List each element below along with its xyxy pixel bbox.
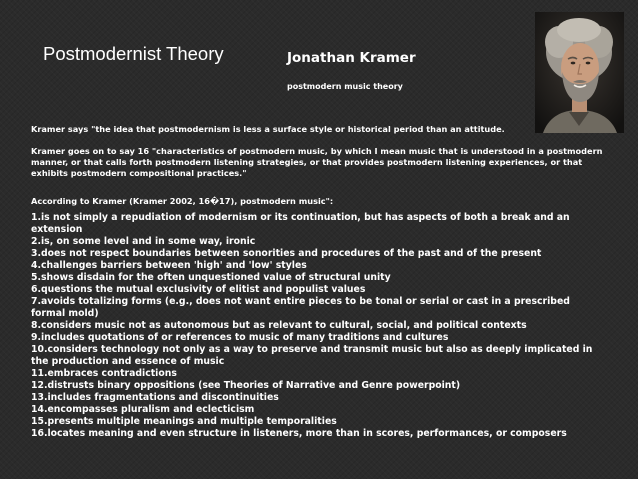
list-item: 13.includes fragmentations and discontinuities xyxy=(31,392,279,403)
characteristics-paragraph: Kramer goes on to say 16 "characteristics of postmodern music, by which I mean music that is understood in a postmodern manner, or that calls forth postmodern listening strategies, or that provides postmodern listening experiences, or that exhibits postmodern compositional practices." xyxy=(31,146,603,178)
characteristics-list xyxy=(31,212,606,440)
author-name: Jonathan Kramer xyxy=(287,50,416,66)
slide-body xyxy=(31,124,606,440)
list-item: 5.shows disdain for the often unquestioned value of structural unity xyxy=(31,272,391,283)
portrait-photo xyxy=(535,12,624,133)
list-item: 7.avoids totalizing forms (e.g., does not want entire pieces to be tonal or serial or cast in a prescribed formal mold) xyxy=(31,296,570,319)
list-item: 3.does not respect boundaries between sonorities and procedures of the past and of the present xyxy=(31,248,542,259)
list-item: 1.is not simply a repudiation of modernism or its continuation, but has aspects of both a break and an extension xyxy=(31,212,570,235)
list-item: 14.encompasses pluralism and eclecticism xyxy=(31,404,255,415)
list-item: 6.questions the mutual exclusivity of elitist and populist values xyxy=(31,284,366,295)
list-item: 10.considers technology not only as a way to preserve and transmit music but also as deeply implicated in the production and essence of music xyxy=(31,344,593,367)
according-line: According to Kramer (Kramer 2002, 16�17), postmodern music": xyxy=(31,196,334,206)
list-item: 8.considers music not as autonomous but as relevant to cultural, social, and political contexts xyxy=(31,320,527,331)
list-item: 9.includes quotations of or references to music of many traditions and cultures xyxy=(31,332,449,343)
list-item: 16.locates meaning and even structure in listeners, more than in scores, performances, or composers xyxy=(31,428,567,439)
list-item: 4.challenges barriers between 'high' and 'low' styles xyxy=(31,260,307,271)
slide-subtitle: postmodern music theory xyxy=(287,82,403,91)
list-item: 2.is, on some level and in some way, ironic xyxy=(31,236,256,247)
slide-title: Postmodernist Theory xyxy=(43,43,224,64)
list-item: 15.presents multiple meanings and multiple temporalities xyxy=(31,416,337,427)
intro-paragraph: Kramer says "the idea that postmodernism is less a surface style or historical period than an attitude. xyxy=(31,124,505,134)
list-item: 11.embraces contradictions xyxy=(31,368,177,379)
list-item: 12.distrusts binary oppositions (see Theories of Narrative and Genre powerpoint) xyxy=(31,380,461,391)
portrait-illustration xyxy=(535,12,624,133)
